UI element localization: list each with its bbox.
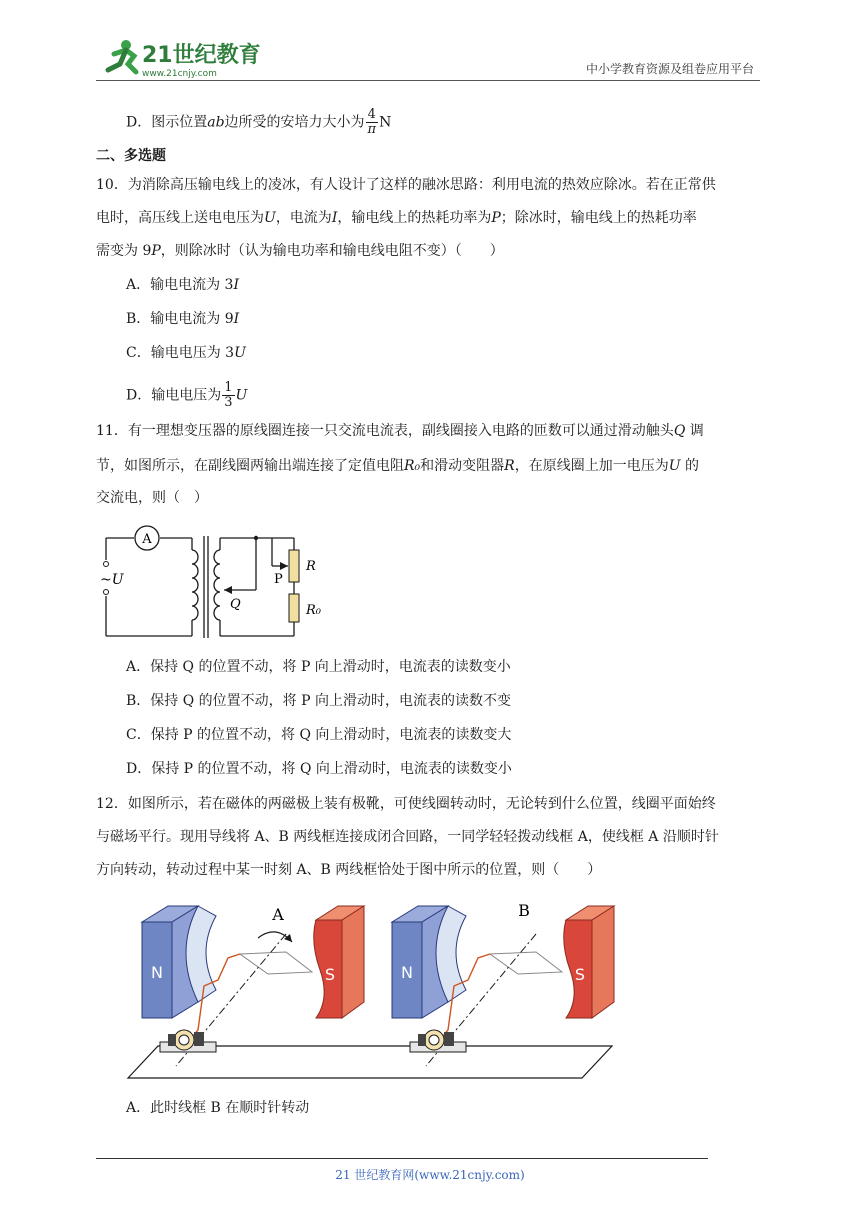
q12-stem-line2: 与磁场平行。现用导线将 A、B 两线框连接成闭合回路，一同学轻轻拨动线框 A，使线框 A 沿顺时针 bbox=[96, 829, 719, 845]
q10-stem-line3: 需变为 9P，则除冰时（认为输电功率和输电线电阻不变）（ ） bbox=[96, 243, 504, 259]
svg-text:Q: Q bbox=[230, 597, 241, 612]
q10-stem-line2: 电时，高压线上送电电压为U，电流为I，输电线上的热耗功率为P；除冰时，输电线上的热耗功率 bbox=[96, 210, 697, 226]
svg-text:S: S bbox=[574, 965, 586, 984]
q12-option-a: A．此时线框 B 在顺时针转动 bbox=[126, 1100, 310, 1116]
svg-text:www.21cnjy.com: www.21cnjy.com bbox=[142, 69, 217, 79]
site-logo bbox=[96, 36, 266, 80]
q11-stem-line3: 交流电，则（ ） bbox=[96, 490, 208, 506]
svg-text:R₀: R₀ bbox=[306, 603, 321, 618]
svg-text:~U: ~U bbox=[100, 572, 124, 588]
svg-text:B: B bbox=[518, 901, 530, 920]
q11-option-c: C．保持 P 的位置不动，将 Q 向上滑动时，电流表的读数变大 bbox=[126, 727, 512, 743]
commutator-right bbox=[410, 1030, 466, 1052]
q10-option-d: D．输电电压为 $\frac{1}{3}$ U bbox=[126, 380, 248, 410]
q12-stem-line1: 12．如图所示，若在磁体的两磁极上装有极靴，可使线圈转动时，无论转到什么位置，线圈平面始终 bbox=[96, 796, 716, 812]
magnet-north-left bbox=[142, 906, 216, 1018]
q10-stem-line1: 10．为消除高压输电线上的凌冰，有人设计了这样的融冰思路：利用电流的热效应除冰。若在正常供 bbox=[96, 177, 716, 193]
svg-text:21世纪教育: 21世纪教育 bbox=[142, 43, 261, 68]
svg-text:S: S bbox=[324, 965, 336, 984]
header-divider bbox=[96, 80, 760, 81]
q11-option-b: B．保持 Q 的位置不动，将 P 向上滑动时，电流表的读数不变 bbox=[126, 693, 511, 709]
magnet-coil-diagram bbox=[108, 894, 628, 1088]
section-title: 二、多选题 bbox=[96, 148, 166, 164]
svg-text:N: N bbox=[401, 963, 413, 982]
q11-option-a: A．保持 Q 的位置不动，将 P 向上滑动时，电流表的读数变小 bbox=[126, 659, 511, 675]
svg-text:A: A bbox=[142, 532, 152, 547]
q10-option-a: A．输电电流为 3I bbox=[126, 277, 239, 293]
q11-stem-line1: 11．有一理想变压器的原线圈连接一只交流电流表，副线圈接入电路的匝数可以通过滑动触头Q 调 bbox=[96, 423, 704, 439]
svg-text:R: R bbox=[306, 559, 316, 574]
q11-option-d: D．保持 P 的位置不动，将 Q 向上滑动时，电流表的读数变小 bbox=[126, 761, 512, 777]
svg-text:A: A bbox=[272, 905, 284, 924]
q9-option-d: D．图示位置ab边所受的安培力大小为 $\frac{4}{\pi}$ N bbox=[126, 107, 392, 137]
header-platform-text: 中小学教育资源及组卷应用平台 bbox=[585, 62, 754, 76]
magnet-north-right bbox=[392, 906, 466, 1018]
transformer-circuit-diagram bbox=[96, 520, 336, 648]
svg-text:P: P bbox=[274, 572, 283, 587]
svg-text:N: N bbox=[151, 963, 163, 982]
q10-option-b: B．输电电流为 9I bbox=[126, 311, 240, 327]
footer-link[interactable]: 21 世纪教育网(www.21cnjy.com) bbox=[335, 1168, 525, 1182]
q12-stem-line3: 方向转动，转动过程中某一时刻 A、B 两线框恰处于图中所示的位置，则（ ） bbox=[96, 862, 602, 878]
magnet-south-left bbox=[314, 906, 364, 1018]
commutator-left bbox=[160, 1030, 216, 1052]
q11-stem-line2: 节，如图所示，在副线圈两输出端连接了定值电阻R₀和滑动变阻器R，在原线圈上加一电压为U 的 bbox=[96, 458, 699, 474]
magnet-south-right bbox=[564, 906, 614, 1018]
runner-icon bbox=[108, 40, 136, 72]
q10-option-c: C．输电电压为 3U bbox=[126, 345, 246, 361]
footer-divider bbox=[96, 1158, 708, 1159]
